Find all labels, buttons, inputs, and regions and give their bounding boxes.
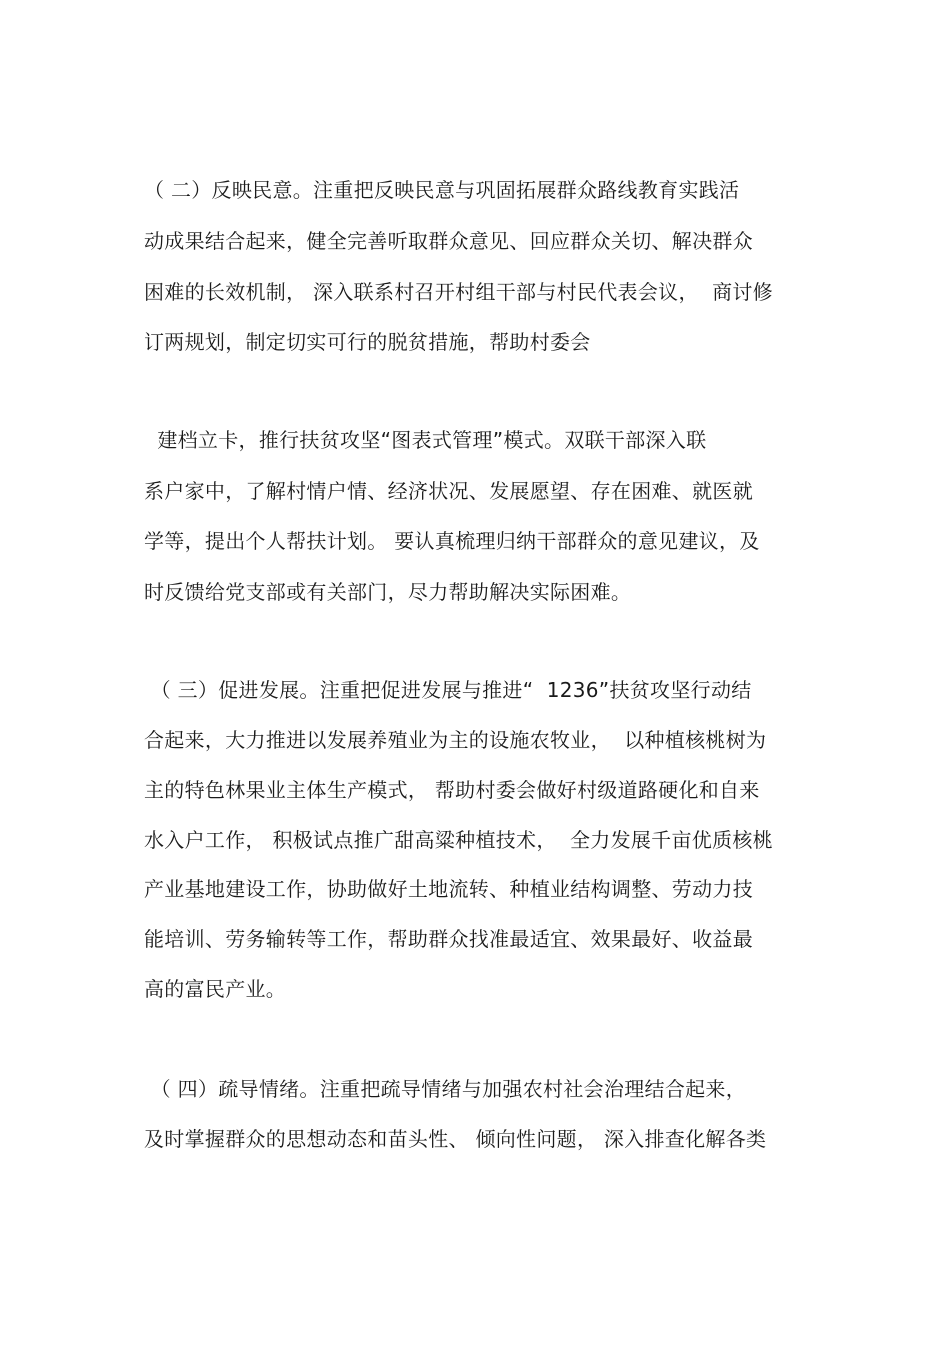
paragraph-2-line-2: 动成果结合起来，健全完善听取群众意见、回应群众关切、解决群众 xyxy=(144,229,753,253)
paragraph-2-line-1: （ 二）反映民意。注重把反映民意与巩固拓展群众路线教育实践活 xyxy=(144,178,740,202)
paragraph-4-line-2: 及时掌握群众的思想动态和苗头性、 倾向性问题， 深入排查化解各类 xyxy=(144,1127,767,1151)
paragraph-2-line-3: 困难的长效机制， 深入联系村召开村组干部与村民代表会议， 商讨修 xyxy=(144,280,773,304)
paragraph-3-line-6: 能培训、劳务输转等工作，帮助群众找准最适宜、效果最好、收益最 xyxy=(144,927,753,951)
paragraph-3-line-4: 水入户工作， 积极试点推广甜高粱种植技术， 全力发展千亩优质核桃 xyxy=(144,828,773,852)
paragraph-cont-line-4: 时反馈给党支部或有关部门，尽力帮助解决实际困难。 xyxy=(144,580,632,604)
paragraph-3-line-2: 合起来，大力推进以发展养殖业为主的设施农牧业， 以种植核桃树为 xyxy=(144,728,767,752)
paragraph-cont-line-1: 建档立卡，推行扶贫攻坚“图表式管理”模式。双联干部深入联 xyxy=(144,428,707,452)
paragraph-cont-line-2: 系户家中，了解村情户情、经济状况、发展愿望、存在困难、就医就 xyxy=(144,479,753,503)
paragraph-3-line-7: 高的富民产业。 xyxy=(144,977,287,1001)
paragraph-4-line-1: （ 四）疏导情绪。注重把疏导情绪与加强农村社会治理结合起来， xyxy=(144,1077,747,1101)
paragraph-3-line-3: 主的特色林果业主体生产模式， 帮助村委会做好村级道路硬化和自来 xyxy=(144,778,760,802)
paragraph-3-line-5: 产业基地建设工作，协助做好土地流转、种植业结构调整、劳动力技 xyxy=(144,877,753,901)
paragraph-3-line-1: （ 三）促进发展。注重把促进发展与推进“ 1236”扶贫攻坚行动结 xyxy=(144,678,752,702)
paragraph-2-line-4: 订两规划，制定切实可行的脱贫措施，帮助村委会 xyxy=(144,330,591,354)
paragraph-cont-line-3: 学等，提出个人帮扶计划。 要认真梳理归纳干部群众的意见建议，及 xyxy=(144,529,760,553)
